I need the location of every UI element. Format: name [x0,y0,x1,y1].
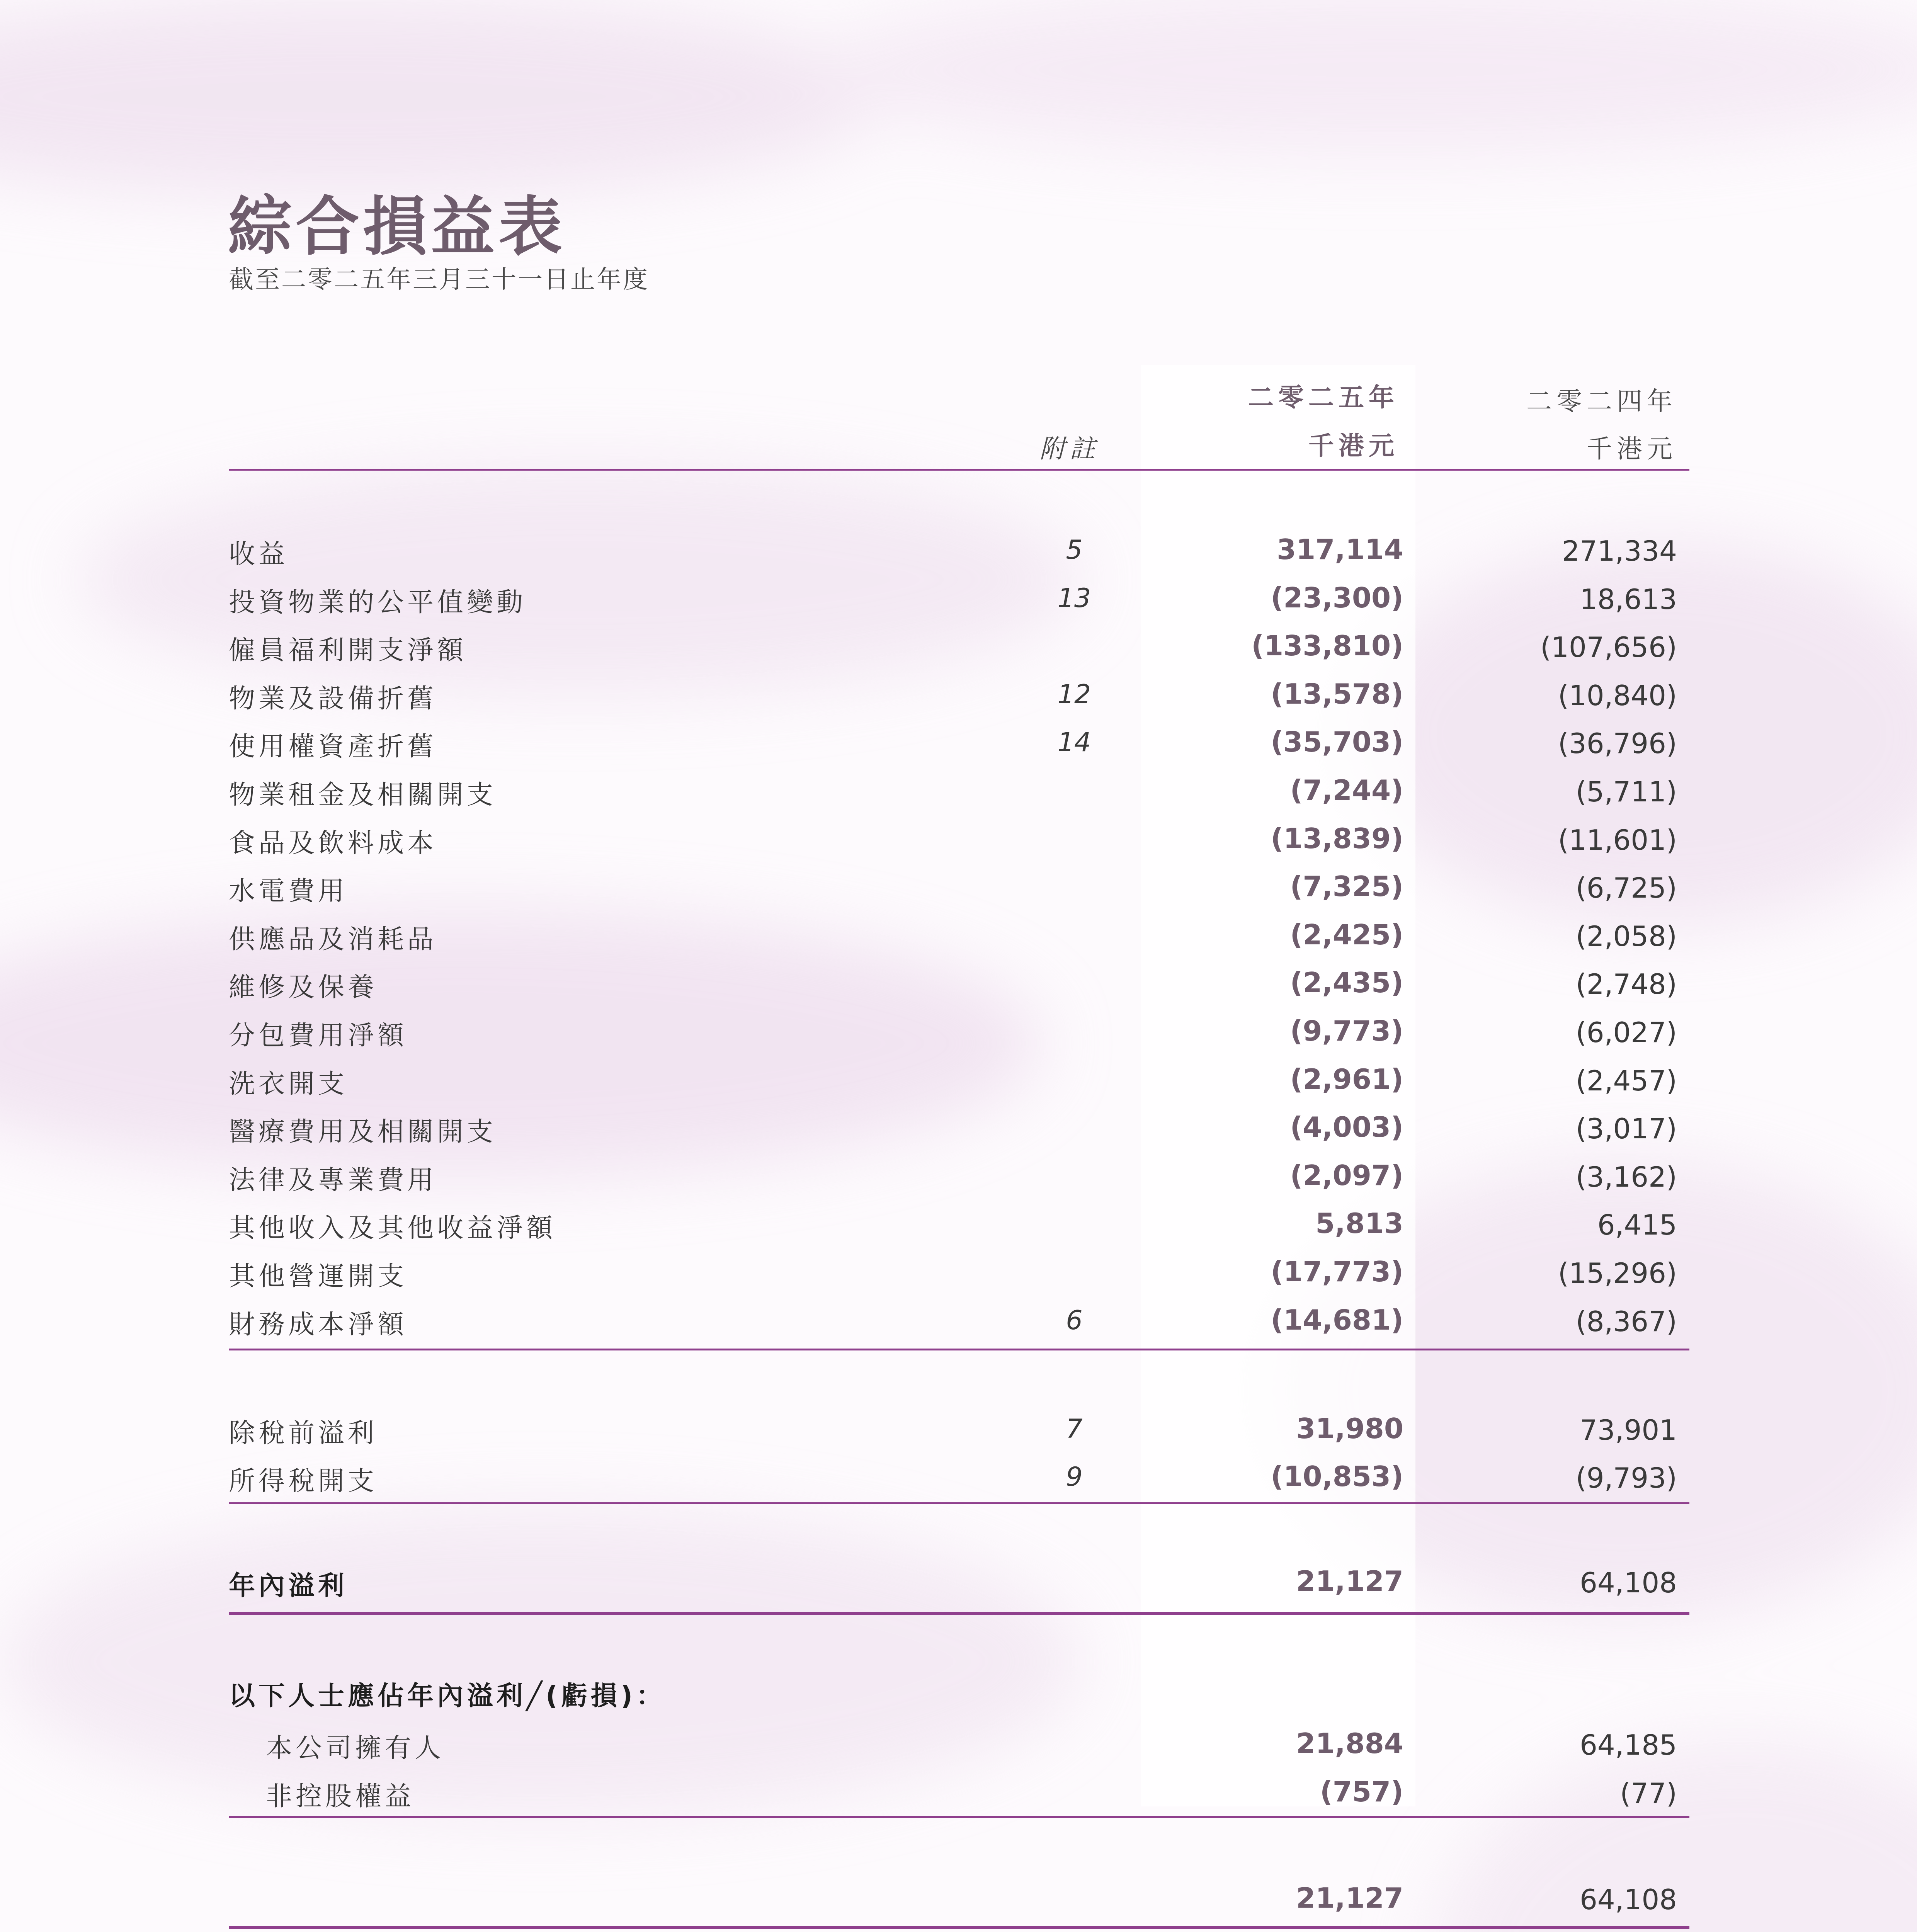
note-ref: 5 [1012,535,1136,565]
prior-value: (36,796) [1430,727,1677,760]
prior-unit-header: 千港元 [1461,428,1677,465]
row-label: 年內溢利 [229,1565,348,1602]
current-value: (7,325) [1144,870,1403,903]
prior-value: (15,296) [1430,1257,1677,1289]
row-label: 使用權資產折舊 [229,726,437,763]
prior-value: (107,656) [1430,631,1677,663]
current-year-header: 二零二五年 [1182,377,1399,413]
row-label: 僱員福利開支淨額 [229,629,467,667]
row-label: 物業及設備折舊 [229,678,437,715]
prior-value: (2,748) [1430,968,1677,1000]
prior-value: 18,613 [1430,583,1689,616]
prior-value: (3,162) [1430,1161,1677,1193]
current-value: (10,853) [1144,1460,1403,1493]
prior-value: (10,840) [1430,679,1677,712]
current-value: (2,961) [1144,1063,1403,1095]
row-label: 供應品及消耗品 [229,918,437,956]
current-value: (13,578) [1144,678,1403,710]
current-value: (13,839) [1144,822,1403,855]
prior-value: 6,415 [1430,1209,1689,1241]
period-subtitle: 截至二零二五年三月三十一日止年度 [229,260,649,295]
current-value: (757) [1144,1776,1403,1808]
current-unit-header: 千港元 [1182,425,1399,462]
prior-year-header: 二零二四年 [1461,381,1677,417]
prior-value: (6,725) [1430,872,1677,904]
prior-value: 271,334 [1430,535,1689,567]
current-value: (2,435) [1144,966,1403,999]
prior-value: (8,367) [1430,1305,1677,1338]
current-value: (9,773) [1144,1015,1403,1047]
current-value: 21,884 [1144,1727,1416,1760]
current-value: (133,810) [1144,629,1403,662]
note-ref: 6 [1012,1305,1136,1336]
prior-value: (2,058) [1430,920,1677,952]
prior-value: (2,457) [1430,1065,1677,1097]
note-ref: 12 [1012,679,1136,710]
row-label: 醫療費用及相關開支 [229,1111,497,1148]
current-value: 21,127 [1144,1882,1416,1914]
prior-value: (9,793) [1430,1462,1677,1494]
row-label: 所得稅開支 [229,1460,378,1498]
row-label: 分包費用淨額 [229,1015,407,1052]
note-ref: 13 [1012,583,1136,614]
current-value: 31,980 [1144,1412,1416,1445]
row-label: 財務成本淨額 [229,1304,407,1341]
row-label: 食品及飲料成本 [229,822,437,860]
row-label: 物業租金及相關開支 [229,774,497,811]
prior-value: (5,711) [1430,776,1677,808]
note-ref: 7 [1012,1414,1136,1444]
current-value: 5,813 [1144,1207,1416,1240]
row-label: 非控股權益 [266,1776,415,1813]
prior-value: (3,017) [1430,1112,1677,1145]
current-value: (35,703) [1144,726,1403,758]
current-value: (7,244) [1144,774,1403,806]
current-value: (23,300) [1144,582,1403,614]
prior-value: 64,185 [1430,1729,1689,1761]
row-label: 除稅前溢利 [229,1412,378,1450]
row-label: 收益 [229,533,288,571]
note-ref: 9 [1012,1462,1136,1492]
prior-value: 73,901 [1430,1414,1689,1446]
row-label: 以下人士應佔年內溢利╱(虧損)： [229,1675,666,1713]
prior-value: (6,027) [1430,1016,1677,1049]
current-value: (14,681) [1144,1304,1403,1336]
prior-value: 64,108 [1430,1883,1689,1916]
current-value: 317,114 [1144,533,1416,566]
row-label: 水電費用 [229,870,348,908]
prior-value: 64,108 [1430,1566,1689,1599]
current-value: (4,003) [1144,1111,1403,1143]
note-ref: 14 [1012,727,1136,758]
current-value: 21,127 [1144,1565,1416,1597]
row-label: 其他營運開支 [229,1255,407,1293]
row-label: 其他收入及其他收益淨額 [229,1207,556,1245]
row-label: 本公司擁有人 [266,1727,444,1765]
row-label: 維修及保養 [229,966,378,1004]
current-value: (17,773) [1144,1255,1403,1288]
prior-value: (77) [1430,1777,1677,1810]
current-value: (2,097) [1144,1159,1403,1192]
row-label: 洗衣開支 [229,1063,348,1100]
current-value: (2,425) [1144,918,1403,951]
page-title: 綜合損益表 [228,176,566,267]
row-label: 法律及專業費用 [229,1159,437,1197]
prior-value: (11,601) [1430,824,1677,856]
note-header: 附註 [1039,428,1100,465]
row-label: 投資物業的公平值變動 [229,582,526,619]
